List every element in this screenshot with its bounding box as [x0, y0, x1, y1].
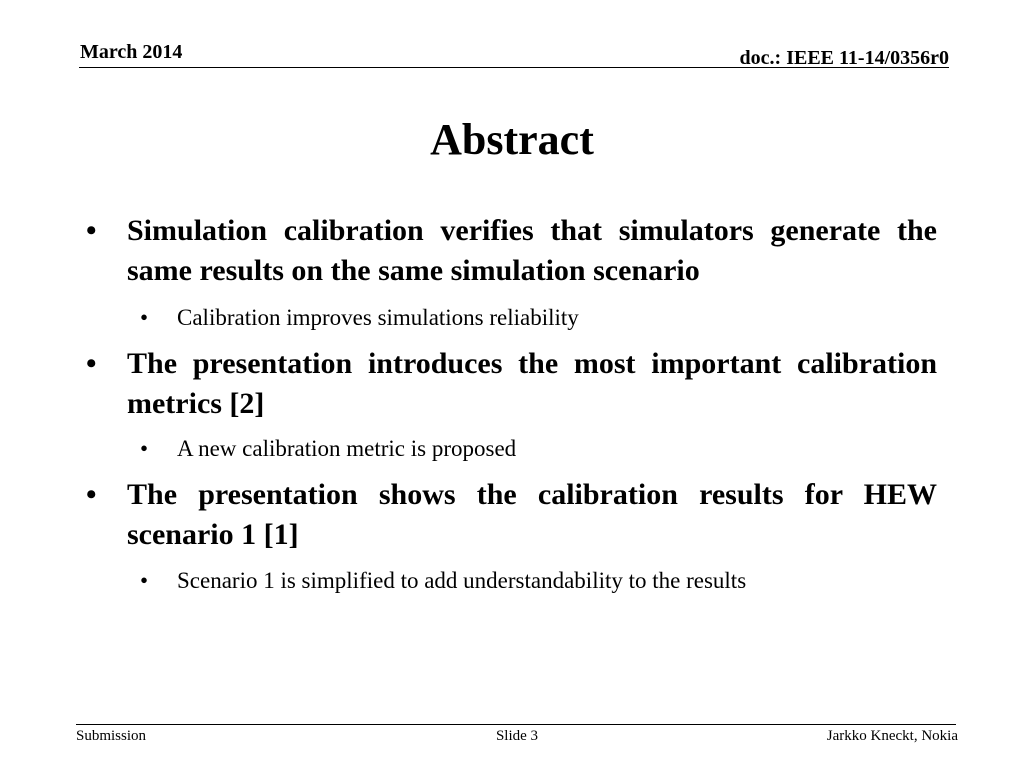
bullet-3-text: The presentation shows the calibration results for HEW scenario 1 [1]: [127, 478, 937, 551]
footer-author: Jarkko Kneckt, Nokia: [826, 728, 958, 744]
slide-title: Abstract: [430, 115, 594, 164]
sub-bullet-2-text: A new calibration metric is proposed: [177, 436, 517, 461]
header-divider: [79, 67, 949, 68]
bullet-2-marker: •: [86, 347, 97, 380]
bullet-1-marker: •: [86, 214, 97, 247]
footer-divider: [76, 724, 956, 725]
footer-submission: Submission: [76, 728, 147, 744]
bullet-2-text: The presentation introduces the most important calibration metrics [2]: [127, 347, 937, 420]
bullet-1-text: Simulation calibration verifies that simulators generate the same results on the same simulation scenario: [127, 214, 937, 287]
bullet-3-marker: •: [86, 478, 97, 511]
header-doc-id: doc.: IEEE 11-14/0356r0: [739, 47, 949, 69]
sub-bullet-1-text: Calibration improves simulations reliability: [177, 305, 579, 330]
sub-bullet-2-marker: •: [140, 436, 149, 461]
footer-slide-number: Slide 3: [495, 728, 539, 744]
header-date: March 2014: [80, 41, 183, 63]
sub-bullet-3-text: Scenario 1 is simplified to add understandability to the results: [177, 568, 747, 593]
sub-bullet-1-marker: •: [140, 305, 149, 330]
sub-bullet-3-marker: •: [140, 568, 149, 593]
